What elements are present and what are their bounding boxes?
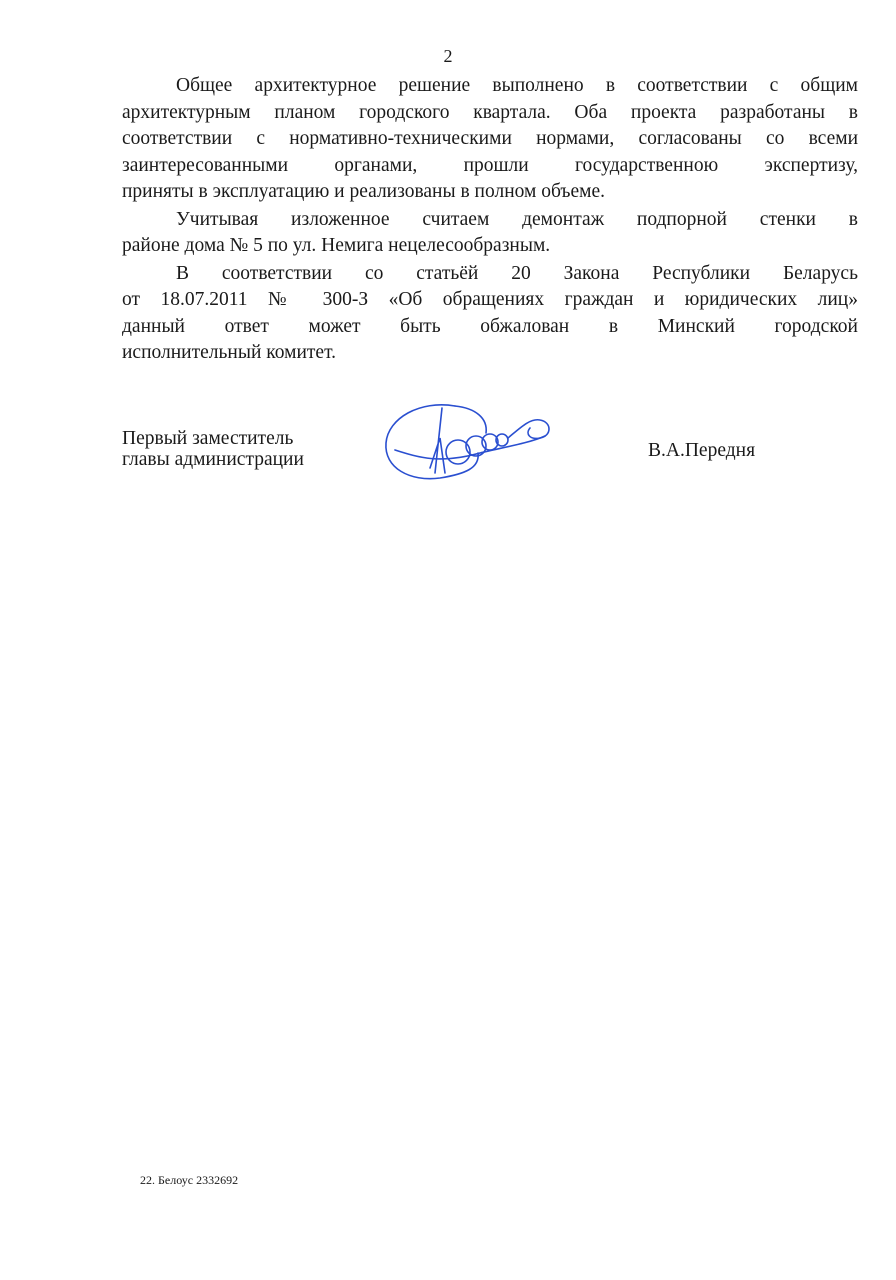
text-line: Учитывая изложенное считаем демонтаж подпорной стенки в — [176, 208, 858, 230]
text-line: исполнительный комитет. — [122, 342, 337, 363]
text-line: заинтересованными органами, прошли государственною экспертизу, — [122, 154, 858, 176]
text-line: районе дома № 5 по ул. Немига нецелесообразным. — [122, 235, 551, 256]
page-number: 2 — [443, 46, 453, 66]
executor-footnote: 22. Белоус 2332692 — [140, 1173, 239, 1187]
text-line: данный ответ может быть обжалован в Минский городской — [122, 315, 858, 337]
position-line: Первый заместитель — [122, 428, 294, 449]
signatory-position — [122, 428, 304, 470]
handwritten-signature — [380, 398, 560, 484]
text-line: В соответствии со статьёй 20 Закона Республики Беларусь — [176, 262, 858, 284]
text-line: приняты в эксплуатацию и реализованы в полном объеме. — [122, 181, 606, 202]
text-line: архитектурным планом городского квартала. Оба проекта разработаны в — [122, 101, 858, 123]
position-line: главы администрации — [122, 449, 304, 470]
text-line: от 18.07.2011 № 300-З «Об обращениях граждан и юридических лиц» — [122, 289, 858, 310]
text-line: соответствии с нормативно-техническими нормами, согласованы со всеми — [122, 128, 858, 149]
letter-body — [122, 73, 858, 367]
signatory-name: В.А.Передня — [648, 440, 756, 461]
paragraph-1 — [122, 73, 858, 206]
text-line: Общее архитектурное решение выполнено в соответствии с общим — [176, 75, 858, 96]
paragraph-3 — [122, 261, 858, 367]
paragraph-2 — [122, 207, 858, 260]
